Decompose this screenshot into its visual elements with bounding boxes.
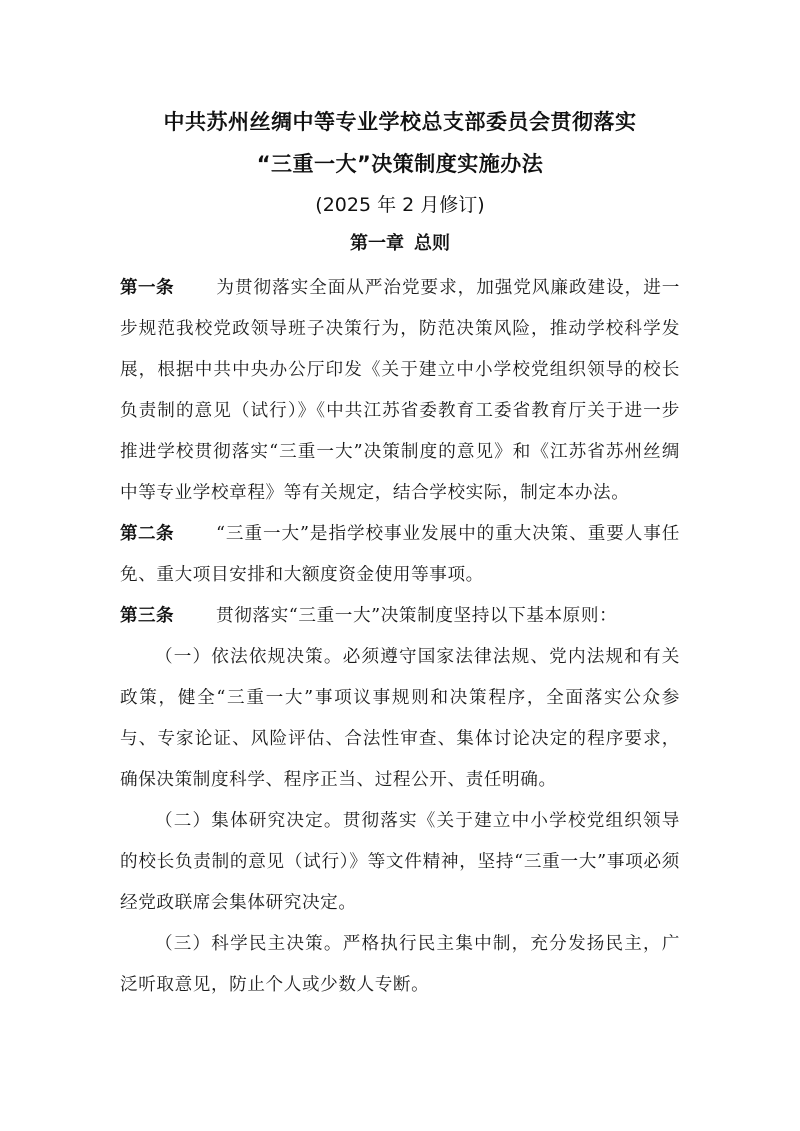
document-title-line-2: “三重一大”决策制度实施办法 bbox=[256, 152, 544, 176]
article-text: 为贯彻落实全面从严治党要求，加强党风廉政建设，进一步规范我校党政领导班子决策行为，防范决策风险，推动学校科学发展，根据中共中央办公厅印发《关于建立中小学校党组织领导的校长负责制的意见（试行）》《中共江苏省委教育工委省教育厅关于进一步推进学校贯彻落实“三重一大”决策制度的意见》和《江苏省苏州丝绸中等专业学校章程》等有关规定，结合学校实际，制定本办法。 bbox=[120, 278, 680, 503]
document-body bbox=[120, 268, 680, 1006]
document-title-line-1: 中共苏州丝绸中等专业学校总支部委员会贯彻落实 bbox=[163, 110, 637, 134]
article-label: 第一条 bbox=[120, 278, 174, 298]
chapter-number: 第一章 bbox=[350, 233, 404, 254]
chapter-heading bbox=[0, 229, 800, 255]
principle-3: （三）科学民主决策。严格执行民主集中制，充分发扬民主，广泛听取意见，防止个人或少数人专断。 bbox=[120, 934, 680, 995]
article-label: 第二条 bbox=[120, 524, 174, 544]
article-1 bbox=[120, 268, 680, 514]
article-text: 贯彻落实“三重一大”决策制度坚持以下基本原则： bbox=[216, 606, 618, 626]
article-2 bbox=[120, 514, 680, 596]
chapter-name: 总则 bbox=[414, 233, 450, 254]
article-3 bbox=[120, 596, 680, 637]
revision-date: (2025 年 2 月修订) bbox=[315, 194, 485, 216]
principle-1: （一）依法依规决策。必须遵守国家法律法规、党内法规和有关政策，健全“三重一大”事项议事规则和决策程序，全面落实公众参与、专家论证、风险评估、合法性审查、集体讨论决定的程序要求，确保决策制度科学、程序正当、过程公开、责任明确。 bbox=[120, 647, 680, 790]
article-text: “三重一大”是指学校事业发展中的重大决策、重要人事任免、重大项目安排和大额度资金使用等事项。 bbox=[120, 524, 680, 585]
principle-2: （二）集体研究决定。贯彻落实《关于建立中小学校党组织领导的校长负责制的意见（试行）》等文件精神，坚持“三重一大”事项必须经党政联席会集体研究决定。 bbox=[120, 811, 680, 913]
article-label: 第三条 bbox=[120, 606, 174, 626]
